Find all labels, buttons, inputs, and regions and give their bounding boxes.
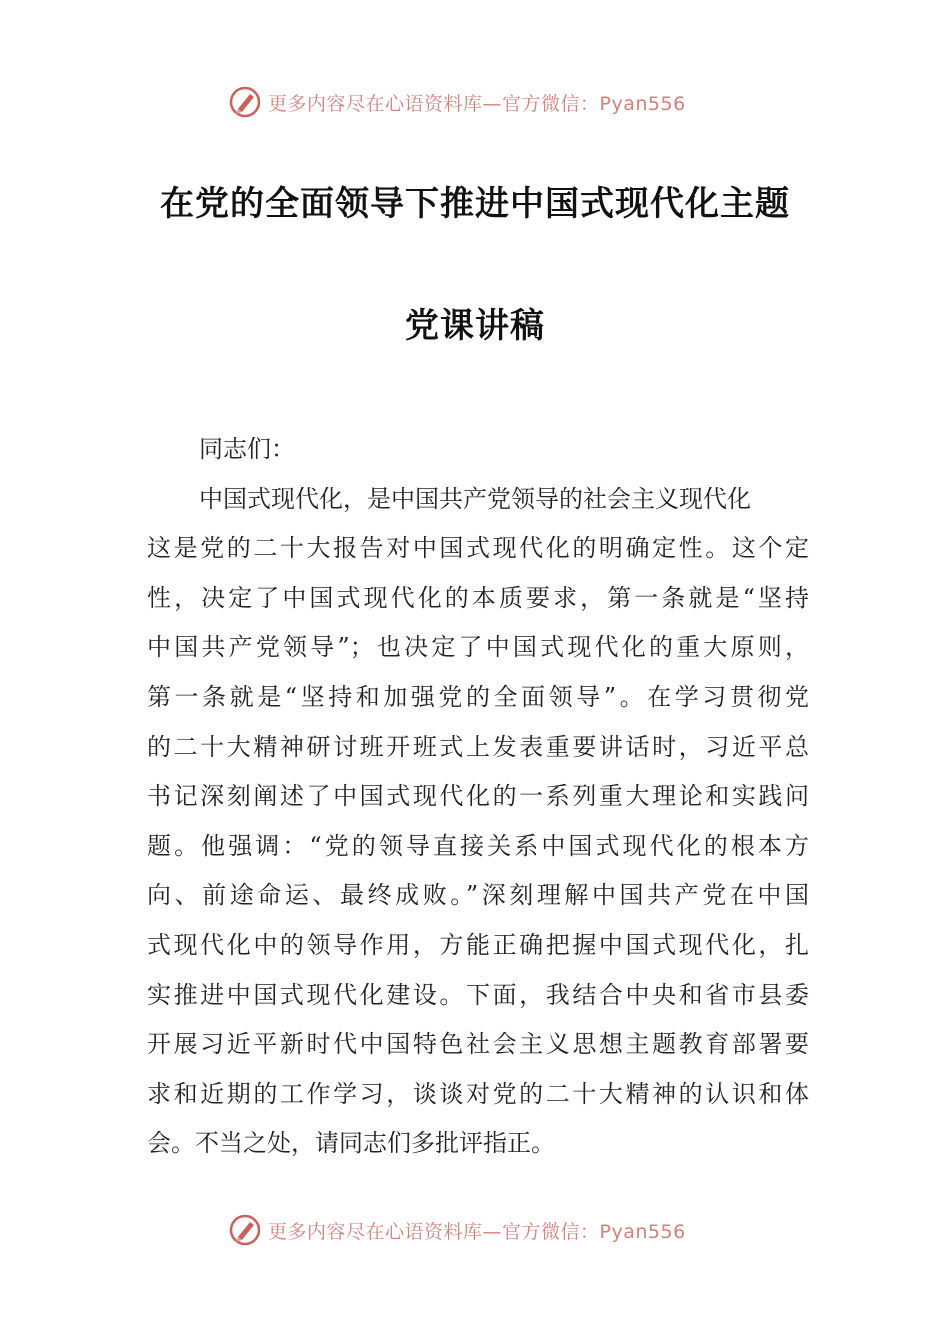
paragraph-line: 式现代化中的领导作用，方能正确把握中国式现代化，扎 — [147, 930, 809, 959]
pen-logo-icon — [228, 85, 262, 119]
pen-logo-icon — [228, 1213, 262, 1247]
paragraph-line: 性，决定了中国式现代化的本质要求，第一条就是“坚持 — [147, 583, 809, 612]
paragraph-line: 求和近期的工作学习，谈谈对党的二十大精神的认识和体 — [147, 1079, 809, 1108]
paragraph-line: 书记深刻阐述了中国式现代化的一系列重大理论和实践问 — [147, 782, 809, 811]
paragraph-line: 题。他强调：“党的领导直接关系中国式现代化的根本方 — [147, 831, 809, 860]
watermark-text: 更多内容尽在心语资料库—官方微信：Pyan556 — [268, 92, 686, 115]
paragraph-line: 向、前途命运、最终成败。”深刻理解中国共产党在中国 — [147, 881, 809, 910]
paragraph-line: 开展习近平新时代中国特色社会主义思想主题教育部署要 — [147, 1030, 809, 1059]
watermark-banner-top — [228, 84, 686, 120]
paragraph-line: 会。不当之处，请同志们多批评指正。 — [147, 1129, 555, 1158]
document-body — [147, 425, 809, 1169]
paragraph-line: 第一条就是“坚持和加强党的全面领导”。在学习贯彻党 — [147, 682, 809, 711]
paragraph-line: 这是党的二十大报告对中国式现代化的明确定性。这个定 — [147, 534, 809, 563]
document-title-line-2: 党课讲稿 — [405, 306, 545, 346]
paragraph-line: 中国共产党领导”；也决定了中国式现代化的重大原则， — [147, 633, 809, 662]
paragraph-line: 实推进中国式现代化建设。下面，我结合中央和省市县委 — [147, 980, 809, 1009]
watermark-text: 更多内容尽在心语资料库—官方微信：Pyan556 — [268, 1220, 686, 1243]
paragraph-line: 中国式现代化，是中国共产党领导的社会主义现代化 — [199, 484, 751, 513]
watermark-banner-bottom — [228, 1212, 686, 1248]
document-title-line-1: 在党的全面领导下推进中国式现代化主题 — [160, 184, 790, 224]
salutation: 同志们： — [199, 435, 295, 463]
paragraph-line: 的二十大精神研讨班开班式上发表重要讲话时，习近平总 — [147, 732, 809, 761]
